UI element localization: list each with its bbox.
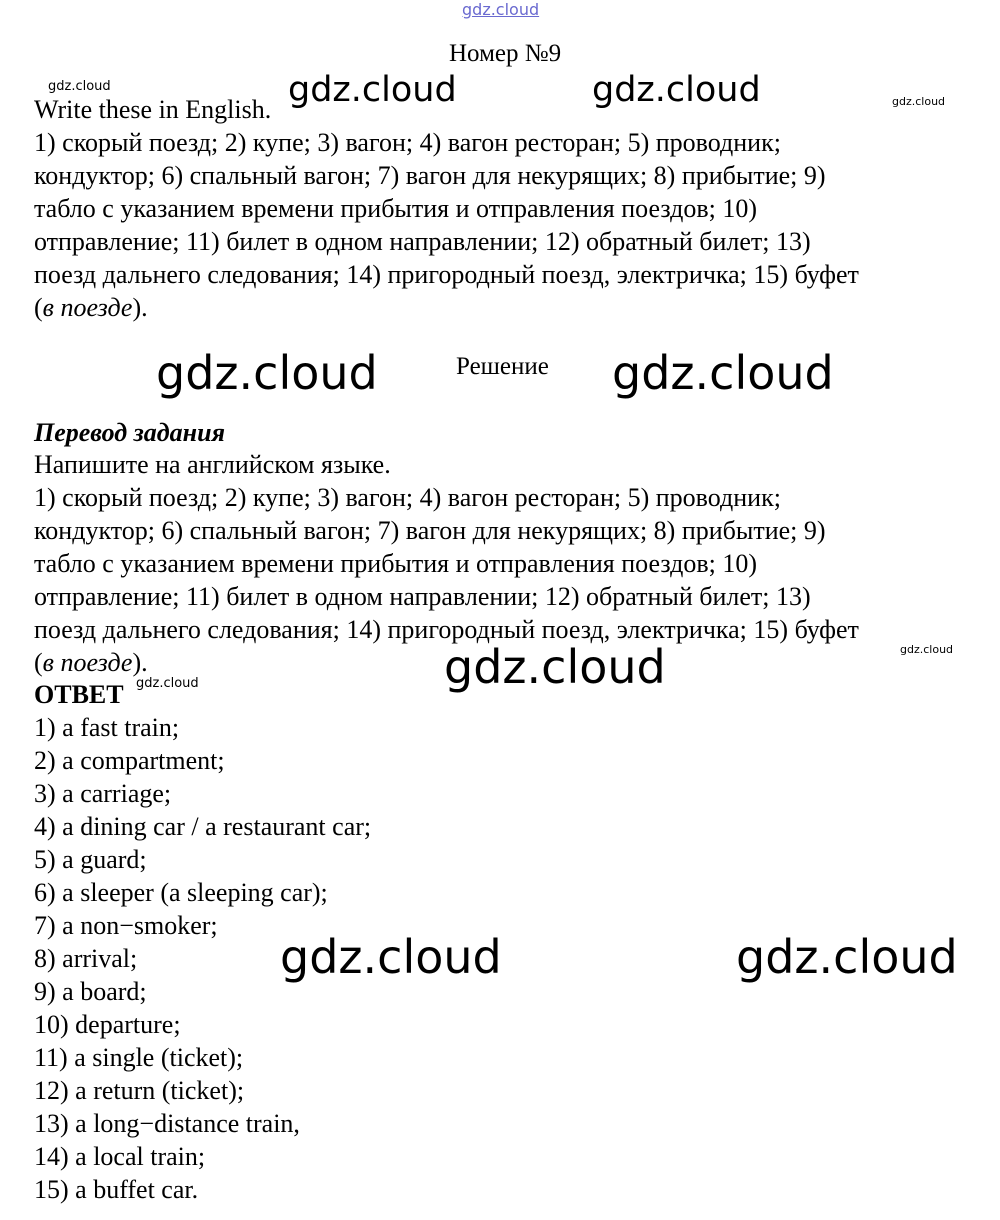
- watermark-small: gdz.cloud: [136, 676, 199, 691]
- watermark: gdz.cloud: [444, 640, 666, 694]
- watermark-top: gdz.cloud: [462, 0, 540, 19]
- translation-line: отправление; 11) билет в одном направлении; 12) обратный билет; 13): [34, 582, 811, 611]
- answer-item: 5) a guard;: [34, 845, 147, 874]
- solution-label: Решение: [456, 353, 549, 380]
- answer-heading: ОТВЕТ: [34, 680, 124, 709]
- task-line: отправление; 11) билет в одном направлении; 12) обратный билет; 13): [34, 227, 811, 256]
- answer-item: 14) a local train;: [34, 1142, 206, 1171]
- watermark-small: gdz.cloud: [48, 79, 111, 94]
- answer-item: 3) a carriage;: [34, 779, 172, 808]
- task-line: табло с указанием времени прибытия и отправления поездов; 10): [34, 194, 758, 223]
- translation-line: поезд дальнего следования; 14) пригородный поезд, электричка; 15) буфет: [34, 615, 859, 644]
- translation-instruction: Напишите на английском языке.: [34, 450, 391, 479]
- task-line: кондуктор; 6) спальный вагон; 7) вагон для некурящих; 8) прибытие; 9): [34, 161, 826, 190]
- task-instruction: Write these in English.: [34, 95, 272, 124]
- answer-item: 11) a single (ticket);: [34, 1043, 244, 1072]
- task-line-last: [34, 291, 148, 324]
- answer-item: 2) a compartment;: [34, 746, 225, 775]
- watermark: gdz.cloud: [592, 70, 761, 110]
- italic-text: в поезде: [42, 293, 133, 322]
- translation-line: 1) скорый поезд; 2) купе; 3) вагон; 4) вагон ресторан; 5) проводник;: [34, 483, 781, 512]
- paren-close: ).: [132, 293, 148, 322]
- page-title: Номер №9: [449, 40, 562, 67]
- italic-text: в поезде: [42, 648, 133, 677]
- translation-line: кондуктор; 6) спальный вагон; 7) вагон для некурящих; 8) прибытие; 9): [34, 516, 826, 545]
- answer-item: 13) a long−distance train,: [34, 1109, 300, 1138]
- watermark-small: gdz.cloud: [900, 643, 954, 656]
- translation-line-last: [34, 646, 148, 679]
- watermark: gdz.cloud: [280, 930, 502, 984]
- answer-item: 6) a sleeper (a sleeping car);: [34, 878, 328, 907]
- paren-open: (: [34, 293, 43, 322]
- translation-heading: Перевод задания: [34, 418, 225, 447]
- answer-item: 4) a dining car / a restaurant car;: [34, 812, 372, 841]
- translation-line: табло с указанием времени прибытия и отправления поездов; 10): [34, 549, 758, 578]
- watermark: gdz.cloud: [156, 346, 378, 400]
- answer-item: 1) a fast train;: [34, 713, 180, 742]
- watermark: gdz.cloud: [736, 930, 958, 984]
- answer-item: 10) departure;: [34, 1010, 181, 1039]
- answer-item: 9) a board;: [34, 977, 147, 1006]
- answer-item: 7) a non−smoker;: [34, 911, 218, 940]
- paren-close: ).: [132, 648, 148, 677]
- task-line: поезд дальнего следования; 14) пригородный поезд, электричка; 15) буфет: [34, 260, 859, 289]
- task-line: 1) скорый поезд; 2) купе; 3) вагон; 4) вагон ресторан; 5) проводник;: [34, 128, 781, 157]
- watermark-small: gdz.cloud: [892, 95, 946, 108]
- paren-open: (: [34, 648, 43, 677]
- answer-item: 12) a return (ticket);: [34, 1076, 245, 1105]
- answer-item: 15) a buffet car.: [34, 1175, 199, 1204]
- watermark: gdz.cloud: [612, 346, 834, 400]
- answer-item: 8) arrival;: [34, 944, 138, 973]
- watermark: gdz.cloud: [288, 70, 457, 110]
